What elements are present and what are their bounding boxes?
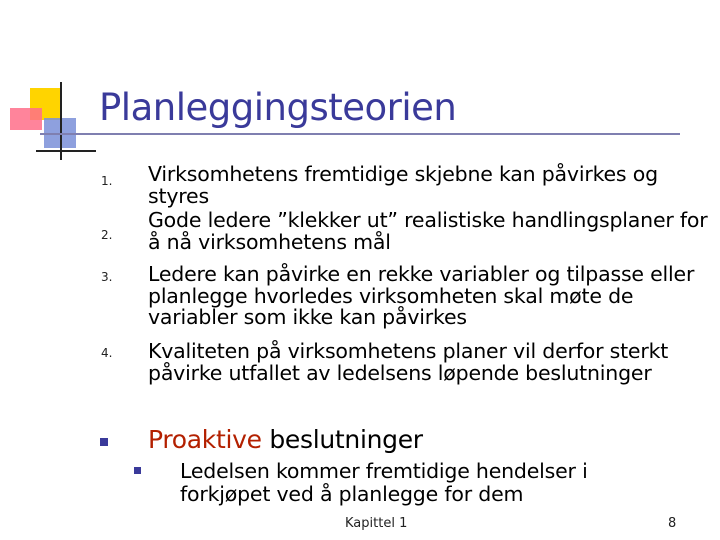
- list-item-1: Virksomhetens fremtidige skjebne kan påvirkes og styres: [148, 162, 658, 208]
- title-underline: [40, 133, 680, 135]
- list-number-3: 3.: [101, 270, 113, 284]
- decorative-logo: [0, 0, 120, 170]
- sub-bullet-text: Ledelsen kommer fremtidige hendelser i forkjøpet ved å planlegge for dem: [180, 459, 588, 506]
- logo-vertical-line: [60, 82, 62, 160]
- proactive-rest: beslutninger: [261, 425, 423, 454]
- footer-page-number: 8: [668, 516, 677, 531]
- list-item-2: Gode ledere ”klekker ut” realistiske handlingsplaner for å nå virksomhetens mål: [148, 208, 708, 254]
- bullet-proactive: [148, 425, 423, 454]
- footer-chapter: Kapittel 1: [345, 516, 408, 531]
- list-number-1: 1.: [101, 174, 113, 188]
- list-item-4: Kvaliteten på virksomhetens planer vil derfor sterkt påvirke utfallet av ledelsens løpende beslutninger: [148, 339, 669, 385]
- sub-bullet-square: [134, 467, 141, 474]
- slide-title: Planleggingsteorien: [99, 86, 457, 129]
- list-number-4: 4.: [101, 346, 113, 360]
- logo-red-block: [10, 108, 42, 130]
- logo-horizontal-line: [36, 150, 96, 152]
- list-number-2: 2.: [101, 228, 113, 242]
- proactive-highlight: Proaktive: [148, 425, 262, 454]
- bullet-square: [100, 438, 108, 446]
- list-item-3: Ledere kan påvirke en rekke variabler og tilpasse eller planlegge hvorledes virksomheten skal møte de variabler som ikke kan påvirkes: [148, 262, 695, 329]
